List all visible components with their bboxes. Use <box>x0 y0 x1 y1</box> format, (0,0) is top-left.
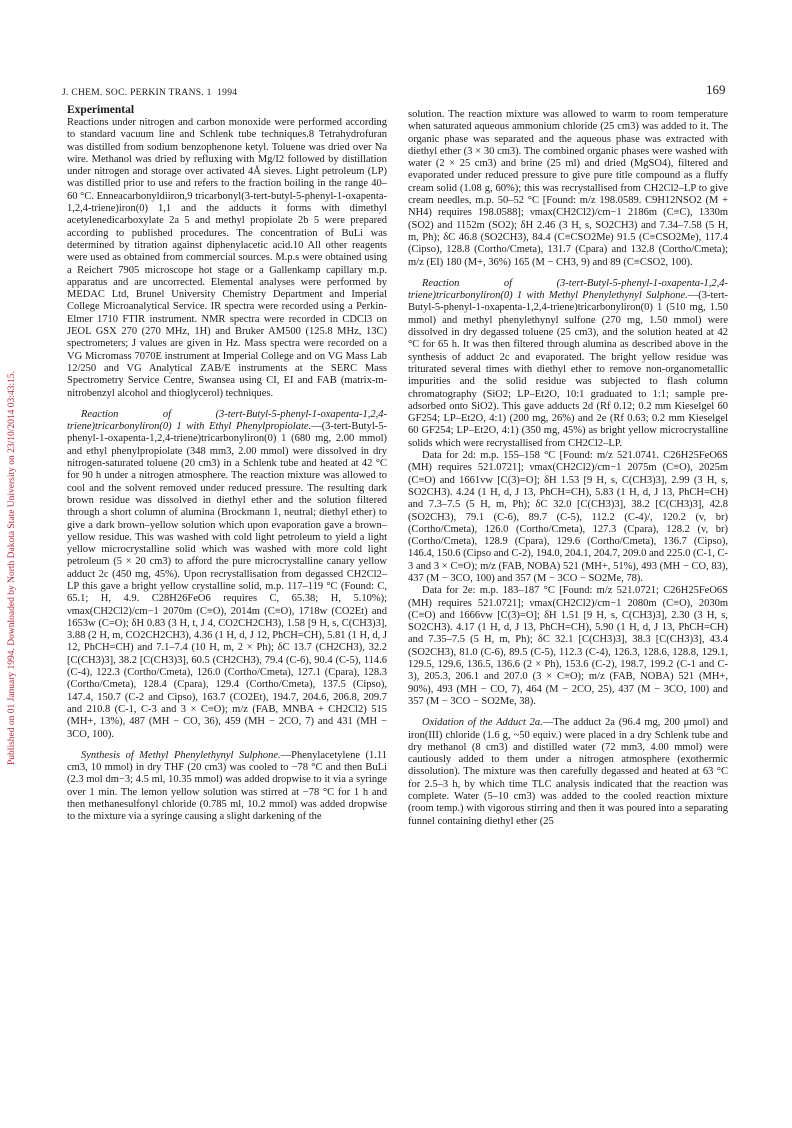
page-number: 169 <box>706 82 726 97</box>
paragraph-heading: Oxidation of the Adduct 2a. <box>422 717 543 729</box>
paragraph: solution. The reaction mixture was allowed to warm to room temperature when saturated aqueous ammonium chloride (25 cm3) was added to it. The organic phase was separated and the aqueous phase was extracted with diethyl ether (3 × 30 cm3). The combined organic phases were washed with water (2 × 25 cm3) and brine (25 ml) and dried (MgSO4), filtered and evaporated under reduced pressure to give pure title compound as a fluffy cream solid (1.08 g, 60%); this was recrystallised from CH2Cl2–LP to give cream needles, m.p. 50–52 °C [Found: m/z 198.0589. C9H12NSO2 (M + NH4) requires 198.0588]; νmax(CH2Cl2)/cm−1 2186m (C≡C), 1330m (SO2) and 1152m (SO2); δH 2.46 (3 H, s, SO2CH3) and 7.34–7.58 (5 H, m, Ph); δC 46.8 (SO2CH3), 84.4 (C≡CSO2Me) 91.5 (C≡CSO2Me), 117.4 (Cipso), 128.8 (Cortho/Cmeta), 131.7 (Cpara) and 132.8 (Cortho/Cmeta); m/z (EI) 180 (M+, 36%) 165 (M − CH3, 9) and 89 (C≡CSO2, 100). <box>408 109 728 268</box>
paragraph-heading: Reaction of (3-tert-Butyl-5-phenyl-1-oxapenta-1,2,4-triene)tricarbonyliron(0) 1 with Methyl Phenylethynyl Sulphone. <box>408 277 728 302</box>
section-heading: Experimental <box>67 104 135 116</box>
paragraph <box>67 750 387 824</box>
paragraph <box>67 409 387 741</box>
left-column <box>67 104 387 824</box>
paragraph: Reactions under nitrogen and carbon monoxide were performed according to standard vacuum line and Schlenk tube techniques.8 Tetrahydrofuran was distilled from sodium benzophenone ketyl. Toluene was dried over Na wire. Methanol was dried by refluxing with Mg/I2 followed by distillation under nitrogen and storage over activated 4Å sieves. Light petroleum (LP) was distilled prior to use and refers to the fraction boiling in the range 40–60 °C. Enneacarbonyldiiron,9 tricarbonyl(3-tert-butyl-5-phenyl-1-oxapenta-1,2,4-triene)iron(0) 1,1 and the adducts it forms with dimethyl acetylenedicarboxylate 2a 5 and methyl propiolate 2b 5 were prepared according to published procedures. The concentration of BuLi was determined by titration against diphenylacetic acid.10 All other reagents were used as obtained from commercial sources. M.p.s were obtained using a Reichert 7905 microscope hot stage or a Gallenkamp capillary m.p. apparatus and are uncorrected. Elemental analyses were performed by MEDAC Ltd, Brunel University Chemistry Department and Imperial College Microanalytical Service. IR spectra were recorded using a Perkin-Elmer 1710 FTIR instrument. NMR spectra were recorded in CDCl3 on JEOL GSX 270 (270 MHz, 1H) and Bruker AM500 (125.8 MHz, 13C) spectrometers; J values are given in Hz. Mass spectra were recorded on a VG Micromass 7070E instrument at Imperial College and on VG Mass Lab 12/250 and VG Analytical ZAB/E instruments at the SERC Mass Spectrometry Service Centre, Swansea using CI, EI and FAB (matrix-m-nitrobenzyl alcohol and thioglycerol) techniques. <box>67 117 387 399</box>
journal-name: J. CHEM. SOC. PERKIN TRANS. 1 <box>62 88 212 98</box>
right-column <box>408 109 728 828</box>
paragraph-body: —The adduct 2a (96.4 mg, 200 μmol) and iron(III) chloride (1.6 g, ~50 equiv.) were placed in a dry Schlenk tube and dry methanol (8 cm3) and distilled water (72 mm3, 4.00 mmol) were cautiously added to them under a nitrogen atmosphere (exothermic dissolution). The mixture was then carefully degassed and heated at 63 °C for 2.5–3 h, by which time TLC analysis indicated that the reaction was complete. Water (5–10 cm3) was added to the cooled reaction mixture (room temp.) with vigorous stirring and then it was poured into a separating funnel containing diethyl ether (25 <box>408 717 729 827</box>
paragraph-body: —(3-tert-Butyl-5-phenyl-1-oxapenta-1,2,4-triene)tricarbonyliron(0) 1 (680 mg, 2.00 mmol) and ethyl phenylpropiolate (348 mm3, 2.00 mmol) were dissolved in dry nitrogen-saturated toluene (20 cm3) in a Schlenk tube and heated at 42 °C for 90 h under a nitrogen atmosphere. The reaction mixture was allowed to cool and the solvent removed under reduced pressure. The resulting dark brown residue was dissolved in diethyl ether and the solution filtered through a short column of alumina (Brockmann 1, neutral; diethyl ether) to give a dark brown–yellow solution which upon evaporation gave a brown–yellow residue. This was washed with cold light petroleum to yield a light yellow microcrystalline solid which was washed with more cold light petroleum (5 × 20 cm3) to afford the pure microcrystalline canary yellow adduct 2c (450 mg, 45%). Upon recrystallisation from degassed CH2Cl2–LP this gave a bright yellow crystalline solid, m.p. 117–119 °C (Found: C, 65.1; H, 4.9. C28H26FeO6 requires C, 65.38; H, 5.10%); νmax(CH2Cl2)/cm−1 2070m (C≡O), 2014m (C≡O), 1718w (CO2Et) and 1653w (C=O); δH 0.83 (3 H, t, J 4, CO2CH2CH3), 1.58 [9 H, s, C(CH3)3], 3.88 (2 H, m, CO2CH2CH3), 4.36 (1 H, d, J 12, PhCH=CH), 5.81 (1 H, d, J 12, PhCH=CH) and 7.1–7.4 (10 H, m, 2 × Ph); δC 13.7 (CH2CH3), 32.2 [C(CH3)3], 38.2 [C(CH3)3], 60.5 (CH2CH3), 79.4 (C-6), 90.4 (C-5), 114.6 (C-4), 122.3 (Cortho/Cmeta), 126.0 (Cortho/Cmeta), 127.1 (Cpara), 128.3 (Cortho/Cmeta), 128.4 (Cpara), 129.4 (Cortho/Cmeta), 137.5 (Cipso), 147.4, 150.7 (C-2 and Cipso), 163.7 (CO2Et), 194.7, 204.6, 206.8, 209.7 and 210.8 (C-1, C-3 and 3 × C≡O); m/z (FAB, MNBA + CH2Cl2) 515 (MH+, 13%), 487 (MH − CO, 36), 459 (MH − 2CO, 7) and 431 (MH − 3CO, 100). <box>67 421 387 740</box>
running-header <box>62 88 237 98</box>
paragraph <box>408 717 728 828</box>
journal-year: 1994 <box>217 88 238 98</box>
paragraph <box>408 278 728 450</box>
paragraph-heading: Reaction of (3-tert-Butyl-5-phenyl-1-oxapenta-1,2,4-triene)tricarbonyliron(0) 1 with Ethyl Phenylpropiolate. <box>67 408 387 433</box>
paragraph: Data for 2d: m.p. 155–158 °C [Found: m/z 521.0741. C26H25FeO6S (MH) requires 521.0721]; νmax(CH2Cl2)/cm−1 2075m (C≡O), 2025m (C≡O) and 1661vw [C(3)=O]; δH 1.53 [9 H, s, C(CH3)3], 2.99 (3 H, s, SO2CH3). 4.24 (1 H, d, J 13, PhCH=CH), 5.83 (1 H, d, J 13, PhCH=CH) and 7.3–7.5 (5 H, m, Ph); δC 32.0 [C(CH3)3], 38.2 [C(CH3)3], 42.8 (SO2CH3), 79.1 (C-6), 89.7 (C-5), 112.2 (C-4)/, 120.2 (v, br) (Cortho/Cmeta), 126.0 (Cortho/Cmeta), 127.3 (Cpara), 128.2 (v, br) (Cortho/Cmeta), 128.9 (Cpara), 129.6 (Cortho/Cmeta), 136.7 (Cipso), 146.4, 150.6 (Cipso and C-2), 194.0, 204.1, 204.7, 209.0 and 225.0 (C-1, C-3 and 3 × C≡O); m/z (FAB, NOBA) 521 (MH+, 51%), 493 (MH − CO, 83), 437 (M − 3CO, 100) and 357 (M − 3CO − SO2Me, 78). <box>408 450 728 584</box>
paragraph-heading: Synthesis of Methyl Phenylethynyl Sulphone. <box>81 749 281 761</box>
paragraph-body: —(3-tert-Butyl-5-phenyl-1-oxapenta-1,2,4-triene)tricarbonyliron(0) 1 (510 mg, 1.50 mmol) and methyl phenylethynyl sulfone (270 mg, 1.50 mmol) were dissolved in dry degassed toluene (25 cm3), and the solution heated at 42 °C for 65 h. It was then filtered through alumina as described above in the synthesis of adduct 2c and evaporated. The bright yellow residue was triturated several times with diethyl ether to remove non-organometallic impurities and the solid residue was subjected to flash column chromatography (SiO2; LP–Et2O, 10:1 graduated to 1:1; sample pre-adsorbed onto SiO2). This gave adducts 2d (Rf 0.12; 0.2 mm Kieselgel 60 GF254; LP–Et2O, 4:1) (200 mg, 26%) and 2e (Rf 0.63; 0.2 mm Kieselgel 60 GF254; LP–Et2O, 4:1) (350 mg, 45%) as bright yellow microcrystalline solids which were recrystallised from CH2Cl2–LP. <box>408 290 728 449</box>
download-notice: Published on 01 January 1994. Downloaded by North Dakota State University on 23/10/2014 03:43:15. <box>7 371 17 765</box>
paragraph: Data for 2e: m.p. 183–187 °C [Found: m/z 521.0721; C26H25FeO6S (MH) requires 521.0721]; νmax(CH2Cl2)/cm−1 2080m (C≡O), 2030m (C≡O) and 1666vw [C(3)=O]; δH 1.51 [9 H, s, C(CH3)3], 2.30 (3 H, s, SO2CH3). 4.17 (1 H, d, J 13, PhCH=CH), 5.90 (1 H, d, J 13, PhCH=CH) and 7.35–7.5 (5 H, m, Ph); δC 32.1 [C(CH3)3], 38.3 [C(CH3)3], 43.4 (SO2CH3), 81.0 (C-6), 89.5 (C-5), 112.3 (C-4), 126.3, 128.6, 128.8, 129.1, 129.5, 129.6, 136.5, 136.6 (2 × Ph), 153.6 (C-2), 198.7, 199.2 (C-1 and C-3), 205.3, 206.1 and 207.0 (3 × C≡O); m/z (FAB, NOBA) 521 (MH+, 90%), 493 (MH − CO, 7), 464 (M − 2CO, 25), 437 (M − 3CO, 100) and 357 (M − 3CO − SO2Me, 38). <box>408 585 728 707</box>
paragraph-body: —Phenylacetylene (1.11 cm3, 10 mmol) in dry THF (20 cm3) was cooled to −78 °C and then BuLi (2.3 mol dm−3; 4.5 ml, 10.35 mmol) was added dropwise to it via a syringe over 1 min. The lemon yellow solution was stirred at −78 °C for 1 h and then methanesulfonyl chloride (0.785 ml, 10.2 mmol) was added dropwise to the mixture via a syringe causing a slight darkening of the <box>67 749 387 823</box>
